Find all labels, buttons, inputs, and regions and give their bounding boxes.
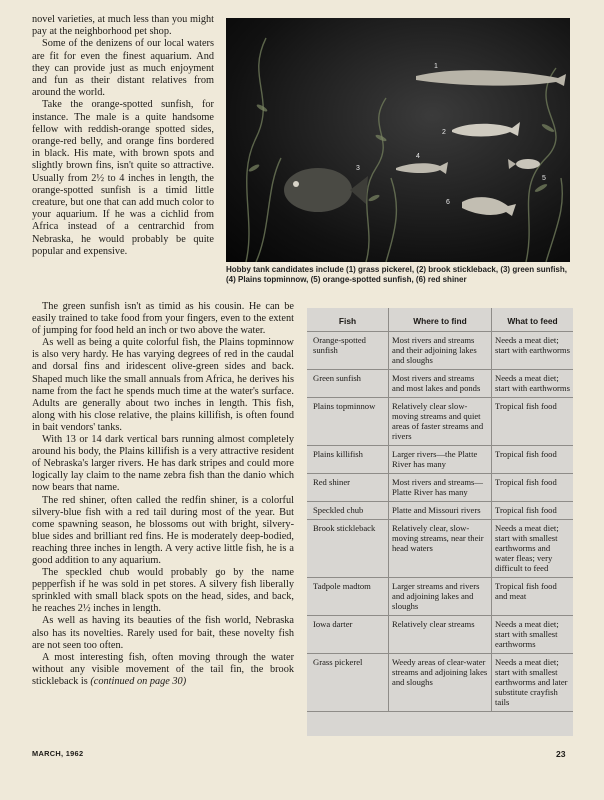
- fish-cell: Plains topminnow: [307, 398, 389, 446]
- left-text-column: [32, 301, 294, 688]
- table-row: [307, 578, 573, 616]
- where-cell: Most rivers and streams and most lakes and ponds: [389, 370, 492, 398]
- fish-cell: Green sunfish: [307, 370, 389, 398]
- fish-cell: Iowa darter: [307, 616, 389, 654]
- table-row: [307, 398, 573, 446]
- feed-cell: Needs a meat diet; start with smallest earthworms and later substitute crayfish tails: [492, 654, 574, 712]
- paragraph: As well as having its beauties of the fish world, Nebraska also has its novelties. Rarely used for bait, these novelty fish are not seen too often.: [32, 615, 294, 651]
- photo-label-4: 4: [416, 153, 420, 160]
- paragraph: Some of the denizens of our local waters are fit for even the finest aquarium. And they can provide just as much enjoyment and fun as their distant relatives from around the world.: [32, 38, 214, 99]
- feed-cell: Tropical fish food: [492, 398, 574, 446]
- green-sunfish-fish: [284, 168, 368, 212]
- table-row: [307, 474, 573, 502]
- fish-table: [307, 308, 573, 712]
- feed-cell: Tropical fish food: [492, 446, 574, 474]
- feed-cell: Needs a meat diet; start with earthworms: [492, 370, 574, 398]
- photo-label-1: 1: [434, 63, 438, 70]
- fish-cell: Orange-spotted sunfish: [307, 332, 389, 370]
- where-cell: Larger streams and rivers and adjoining lakes and sloughs: [389, 578, 492, 616]
- photo-label-3: 3: [356, 165, 360, 172]
- paragraph: [32, 652, 294, 688]
- photo-label-6: 6: [446, 199, 450, 206]
- fish-cell: Brook stickleback: [307, 520, 389, 578]
- grass-pickerel-fish: [416, 70, 566, 86]
- paragraph: The red shiner, often called the redfin shiner, is a colorful silvery-blue fish with a red tail during most of the year. But come spawning season, he blossoms out with bright, silvery-blue sides and brilliant red fins. He is moderately deep-bodied, reaching three inches in length. A very active little fish, he is a good addition to any aquarium.: [32, 494, 294, 566]
- paragraph: With 13 or 14 dark vertical bars running almost completely around his body, the Plains killifish is a very attractive resident of Nebraska's larger rivers. He has dark stripes and could more logically lay claim to the name zebra fish than the danio which now bears that name.: [32, 434, 294, 494]
- paragraph: As well as being a quite colorful fish, the Plains topminnow is also very hardy. He has varying degrees of red in the caudal and dorsal fins and iridescent olive-green sides and back. Shaped much like the small annuals from Africa, he derives his name from the fact he spends much time at the water's surface. Adults are generally about two inches in length. This fish, along with his close relative, the plains killifish, is often found in bait vendors' tanks.: [32, 337, 294, 433]
- column-header-feed: What to feed: [492, 308, 574, 332]
- table-row: [307, 654, 573, 712]
- table-row: [307, 370, 573, 398]
- fish-cell: Red shiner: [307, 474, 389, 502]
- plains-topminnow-fish: [396, 162, 448, 174]
- feed-cell: Needs a meat diet; start with smallest earthworms: [492, 616, 574, 654]
- table-header-row: [307, 308, 573, 332]
- table-row: [307, 332, 573, 370]
- fish-cell: Speckled chub: [307, 502, 389, 520]
- table-row: [307, 520, 573, 578]
- where-cell: Larger rivers—the Platte River has many: [389, 446, 492, 474]
- fish-cell: Plains killifish: [307, 446, 389, 474]
- feed-cell: Needs a meat diet; start with earthworms: [492, 332, 574, 370]
- fish-reference-table: [307, 308, 573, 736]
- where-cell: Most rivers and streams—Platte River has many: [389, 474, 492, 502]
- feed-cell: Tropical fish food and meat: [492, 578, 574, 616]
- column-header-fish: Fish: [307, 308, 389, 332]
- red-shiner-fish: [462, 197, 516, 216]
- aquarium-photo: [226, 18, 570, 262]
- fish-cell: Tadpole madtom: [307, 578, 389, 616]
- where-cell: Relatively clear slow-moving streams and quiet areas of faster streams and rivers: [389, 398, 492, 446]
- feed-cell: Tropical fish food: [492, 502, 574, 520]
- issue-date: MARCH, 1962: [32, 749, 84, 758]
- aquatic-plant-decoration: [246, 38, 562, 262]
- orange-spotted-sunfish-fish: [508, 159, 540, 169]
- paragraph: Take the orange-spotted sunfish, for instance. The male is a quite handsome fellow with reddish-orange spotted sides, orange-red belly, and orange fins bordered in black. His mate, with brown spots and slightly brown fins, isn't quite so attractive. Usually from 2½ to 4 inches in length, the orange-spotted sunfish is a timid little creature, but one that can add much color to your aquarium. If he was a cichlid from Africa instead of a centrarchid from Nebraska, he would probably be quite popular and expensive.: [32, 99, 214, 257]
- paragraph: novel varieties, at much less than you might pay at the neighborhood pet shop.: [32, 14, 214, 38]
- table-row: [307, 446, 573, 474]
- feed-cell: Needs a meat diet; start with smallest earthworms and water fleas; very difficult to feed: [492, 520, 574, 578]
- photo-label-5: 5: [542, 175, 546, 182]
- brook-stickleback-fish: [452, 122, 520, 137]
- paragraph-text: A most interesting fish, often moving through the water without any visible movement of the tail fin, the brook stickleback is: [32, 651, 294, 687]
- where-cell: Most rivers and streams and their adjoining lakes and sloughs: [389, 332, 492, 370]
- photo-caption: Hobby tank candidates include (1) grass pickerel, (2) brook stickleback, (3) green sunfish, (4) Plains topminnow, (5) orange-spotted sunfish, (6) red shiner: [226, 265, 567, 284]
- column-header-where: Where to find: [389, 308, 492, 332]
- aquarium-photo-illustration: [226, 18, 570, 262]
- where-cell: Relatively clear, slow-moving streams, near their head waters: [389, 520, 492, 578]
- top-text-column: [32, 14, 214, 258]
- fish-cell: Grass pickerel: [307, 654, 389, 712]
- page-number: 23: [556, 749, 566, 759]
- continued-note: (continued on page 30): [90, 675, 187, 687]
- where-cell: Weedy areas of clear-water streams and adjoining lakes and sloughs: [389, 654, 492, 712]
- table-row: [307, 616, 573, 654]
- paragraph: The green sunfish isn't as timid as his cousin. He can be easily trained to take food from your fingers, even to the extent of jumping for food held an inch or two above the water.: [32, 301, 294, 337]
- where-cell: Platte and Missouri rivers: [389, 502, 492, 520]
- table-row: [307, 502, 573, 520]
- paragraph: The speckled chub would probably go by the name pepperfish if he was sold in pet stores. A silvery fish liberally sprinkled with small black spots on the head, sides, and back, he reaches 2½ inches in length.: [32, 567, 294, 615]
- feed-cell: Tropical fish food: [492, 474, 574, 502]
- photo-label-2: 2: [442, 129, 446, 136]
- where-cell: Relatively clear streams: [389, 616, 492, 654]
